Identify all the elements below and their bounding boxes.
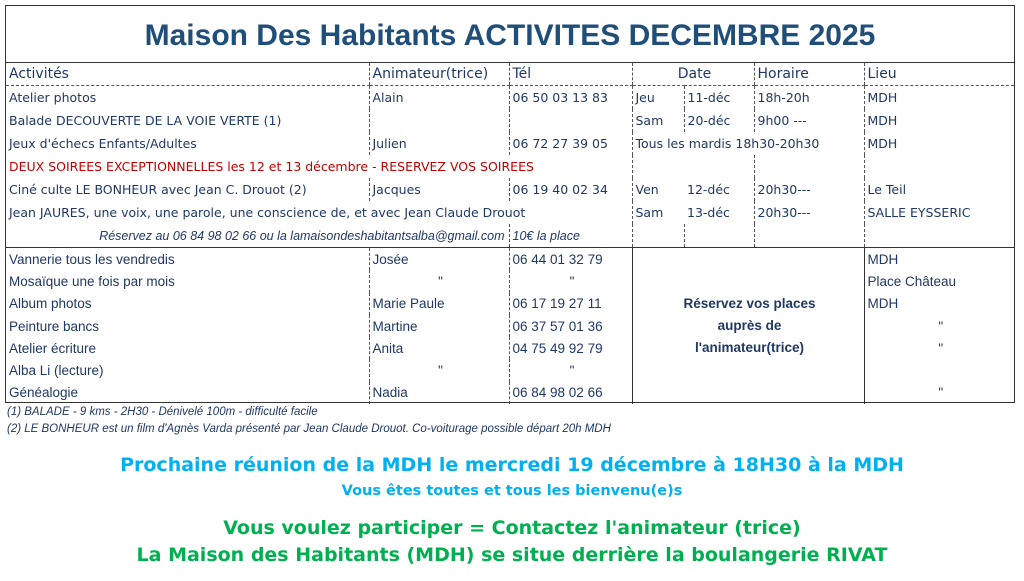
horaire: 9h00 ---	[754, 109, 864, 132]
table-row	[6, 132, 1014, 155]
participate-text: Vous voulez participer = Contactez l'animateur (trice)	[223, 517, 801, 539]
lieu: MDH	[864, 293, 1014, 315]
activite: Jean JAURES, une voix, une parole, une conscience de, et avec Jean Claude Drouot	[9, 205, 526, 220]
date: 12-déc	[687, 182, 730, 197]
header-tel: Tél	[509, 63, 632, 86]
lieu	[864, 359, 1014, 381]
tel: 06 84 98 02 66	[509, 382, 632, 404]
activite: Atelier écriture	[9, 340, 97, 356]
animateur: Marie Paule	[369, 293, 509, 315]
lieu: "	[864, 337, 1014, 359]
header-horaire: Horaire	[754, 63, 864, 86]
reservation-row	[6, 224, 1014, 248]
table-row	[6, 201, 1014, 224]
animateur: Alain	[369, 86, 509, 110]
header-date: Date	[632, 63, 754, 86]
animateur: "	[369, 270, 509, 292]
reserve-with-animator-note	[632, 248, 864, 405]
table-row	[6, 178, 1014, 201]
lieu: Place Château	[864, 270, 1014, 292]
tel: 06 37 57 01 36	[509, 315, 632, 337]
lieu: SALLE EYSSERIC	[864, 201, 1014, 224]
tel: 06 44 01 32 79	[509, 248, 632, 271]
schedule-table	[6, 63, 1014, 404]
tel: 06 50 03 13 83	[509, 86, 632, 110]
animateur: Jacques	[369, 178, 509, 201]
reservation-info: Réservez au 06 84 98 02 66 ou la lamaisondeshabitantsalba@gmail.com	[99, 228, 505, 243]
next-meeting: Prochaine réunion de la MDH le mercredi 19 décembre à 18H30 à la MDH	[120, 454, 904, 476]
welcome-text: Vous êtes toutes et tous les bienvenu(e)s	[341, 483, 683, 499]
note-line: Réservez vos places	[683, 296, 816, 312]
activite: Atelier photos	[9, 90, 97, 105]
table-row	[6, 109, 1014, 132]
footnotes	[7, 404, 611, 438]
jour: Sam	[632, 201, 684, 224]
tel: 06 19 40 02 34	[509, 178, 632, 201]
note-line: auprès de	[717, 318, 782, 334]
activite: Généalogie	[9, 385, 79, 401]
animateur: "	[369, 359, 509, 381]
tel	[509, 109, 632, 132]
animateur: Anita	[369, 337, 509, 359]
date: 11-déc	[684, 86, 754, 110]
horaire: 18h-20h	[754, 86, 864, 110]
lieu: MDH	[864, 248, 1014, 271]
lieu: "	[864, 382, 1014, 404]
animateur: Josée	[369, 248, 509, 271]
jour: Sam	[632, 109, 684, 132]
location-text: La Maison des Habitants (MDH) se situe derrière la boulangerie RIVAT	[136, 544, 888, 566]
note-line: l'animateur(trice)	[695, 340, 804, 356]
activite: Vannerie tous les vendredis	[6, 248, 369, 271]
date: 13-déc	[687, 205, 730, 220]
date: 20-déc	[684, 109, 754, 132]
header-animateur: Animateur(trice)	[369, 63, 509, 86]
exceptional-evenings-banner: DEUX SOIREES EXCEPTIONNELLES les 12 et 13 décembre - RESERVEZ VOS SOIREES	[9, 159, 534, 174]
lieu: "	[864, 315, 1014, 337]
table-row	[6, 248, 1014, 271]
animateur: Julien	[369, 132, 509, 155]
activite: Peinture bancs	[9, 318, 100, 334]
activite: Jeux d'échecs Enfants/Adultes	[9, 136, 197, 151]
jour: Jeu	[632, 86, 684, 110]
banner-row	[6, 155, 1014, 178]
activite: Ciné culte LE BONHEUR avec Jean C. Drouot (2)	[9, 182, 307, 197]
horaire: 20h30---	[754, 178, 864, 201]
activite: Album photos	[9, 296, 92, 312]
table-row	[6, 86, 1014, 110]
activite: Mosaïque une fois par mois	[9, 273, 175, 289]
header-row	[6, 63, 1014, 86]
footnote: (2) LE BONHEUR est un film d'Agnès Varda présenté par Jean Claude Drouot. Co-voiturage possible départ 20h MDH	[7, 423, 611, 435]
activite: Balade DECOUVERTE DE LA VOIE VERTE (1)	[9, 113, 282, 128]
tel: 06 17 19 27 11	[509, 293, 632, 315]
animateur: Nadia	[369, 382, 509, 404]
lieu: MDH	[864, 132, 1014, 155]
schedule: Tous les mardis 18h30-20h30	[632, 132, 864, 155]
price: 10€ la place	[509, 224, 632, 248]
lieu: MDH	[864, 86, 1014, 110]
tel: "	[509, 359, 632, 381]
tel: "	[509, 270, 632, 292]
horaire: 20h30---	[754, 201, 864, 224]
header-lieu: Lieu	[864, 63, 1014, 86]
lieu: Le Teil	[864, 178, 1014, 201]
activite: Alba Li (lecture)	[9, 363, 104, 379]
animateur: Martine	[369, 315, 509, 337]
activities-table	[5, 5, 1015, 403]
lieu: MDH	[864, 109, 1014, 132]
tel: 04 75 49 92 79	[509, 337, 632, 359]
footnote: (1) BALADE - 9 kms - 2H30 - Dénivelé 100m - difficulté facile	[7, 406, 318, 418]
jour: Ven	[632, 178, 684, 201]
animateur	[369, 109, 509, 132]
tel: 06 72 27 39 05	[509, 132, 632, 155]
page-title: Maison Des Habitants ACTIVITES DECEMBRE 2025	[6, 6, 1014, 63]
header-activite: Activités	[6, 63, 369, 86]
